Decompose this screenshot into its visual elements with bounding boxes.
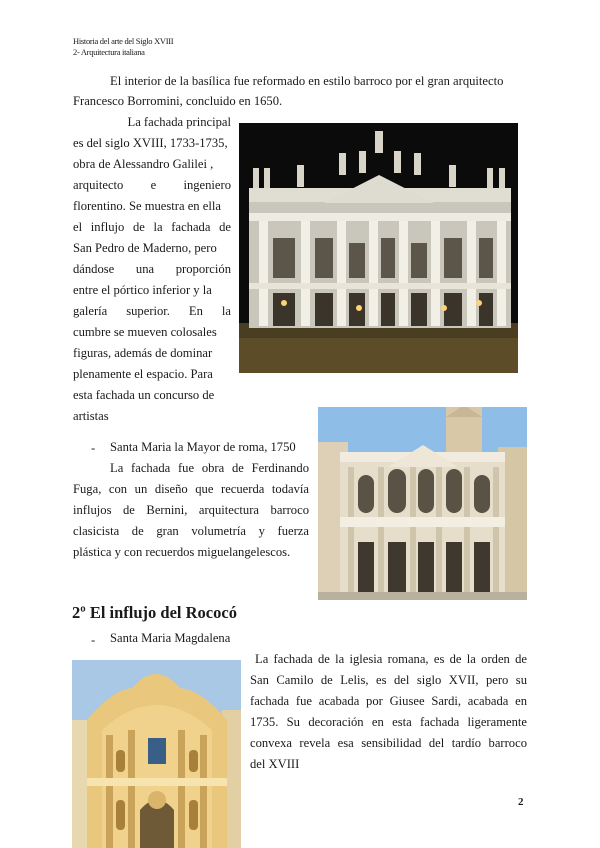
bullet-marker: - (91, 633, 96, 647)
santa-maria-mayor-line: Fuga, con un diseño que recuerda todavía (73, 482, 309, 496)
lateran-paragraph (73, 112, 231, 427)
santa-maria-mayor-paragraph (73, 458, 309, 563)
bullet-marker: - (91, 441, 96, 455)
lateran-line: plenamente el espacio. Para (73, 367, 213, 381)
magdalena-title: Santa Maria Magdalena (110, 631, 231, 645)
lateran-line: La fachada principal (127, 115, 231, 129)
lateran-line: esta fachada un concurso de (73, 388, 215, 402)
santa-maria-mayor-line: La fachada fue obra de Ferdinando (110, 461, 309, 475)
santa-maria-mayor-photo (318, 407, 527, 600)
lateran-facade-photo (239, 123, 518, 373)
magdalena-line: 1735. Su decoración en esta fachada ligeramente (250, 715, 527, 729)
santa-maria-mayor-title: Santa Maria la Mayor de roma, 1750 (110, 440, 296, 454)
lateran-line: arquitecto e ingeniero (73, 178, 231, 192)
magdalena-line: fachada fue acabada por Giusee Sardi, acabada en (250, 694, 527, 708)
lateran-line: el influjo de la fachada de (73, 220, 231, 234)
header-course-title: Historia del arte del Siglo XVIII (73, 36, 174, 46)
lateran-line: figuras, además de dominar (73, 346, 213, 360)
lateran-line: dándose una proporción (73, 262, 231, 276)
magdalena-line: del XVIII (250, 757, 300, 771)
lateran-line: florentino. Se muestra en ella (73, 199, 221, 213)
lateran-line: obra de Alessandro Galilei , (73, 157, 214, 171)
lateran-line: San Pedro de Maderno, pero (73, 241, 217, 255)
santa-maria-mayor-line: clasicista de gran volumetría y fuerza (73, 524, 309, 538)
lateran-line: es del siglo XVIII, 1733-1735, (73, 136, 228, 150)
header-chapter-title: 2- Arquitectura italiana (73, 47, 145, 57)
santa-maria-mayor-line: influjos de Bernini, arquitectura barroco (73, 503, 309, 517)
page-number: 2 (518, 796, 524, 808)
intro-line-2: Francesco Borromini, concluido en 1650. (73, 94, 283, 108)
lateran-line: galería superior. En la (73, 304, 231, 318)
lateran-line: entre el pórtico inferior y la (73, 283, 212, 297)
santa-maria-magdalena-photo (72, 660, 241, 848)
santa-maria-mayor-line: plástica y con recuerdos miguelangelescos. (73, 545, 291, 559)
magdalena-line: La fachada de la iglesia romana, es de la orden de (255, 652, 527, 666)
magdalena-paragraph (250, 649, 527, 775)
section-heading: 2º El influjo del Rococó (72, 603, 237, 622)
lateran-line: artistas (73, 409, 109, 423)
magdalena-line: San Camilo de Lelis, es del siglo XVII, pero su (250, 673, 527, 687)
magdalena-line: convexa revela esa sensibilidad del tardío barroco (250, 736, 527, 750)
lateran-line: cumbre se mueven colosales (73, 325, 217, 339)
intro-line-1: El interior de la basílica fue reformado en estilo barroco por el gran arquitecto (110, 74, 504, 88)
